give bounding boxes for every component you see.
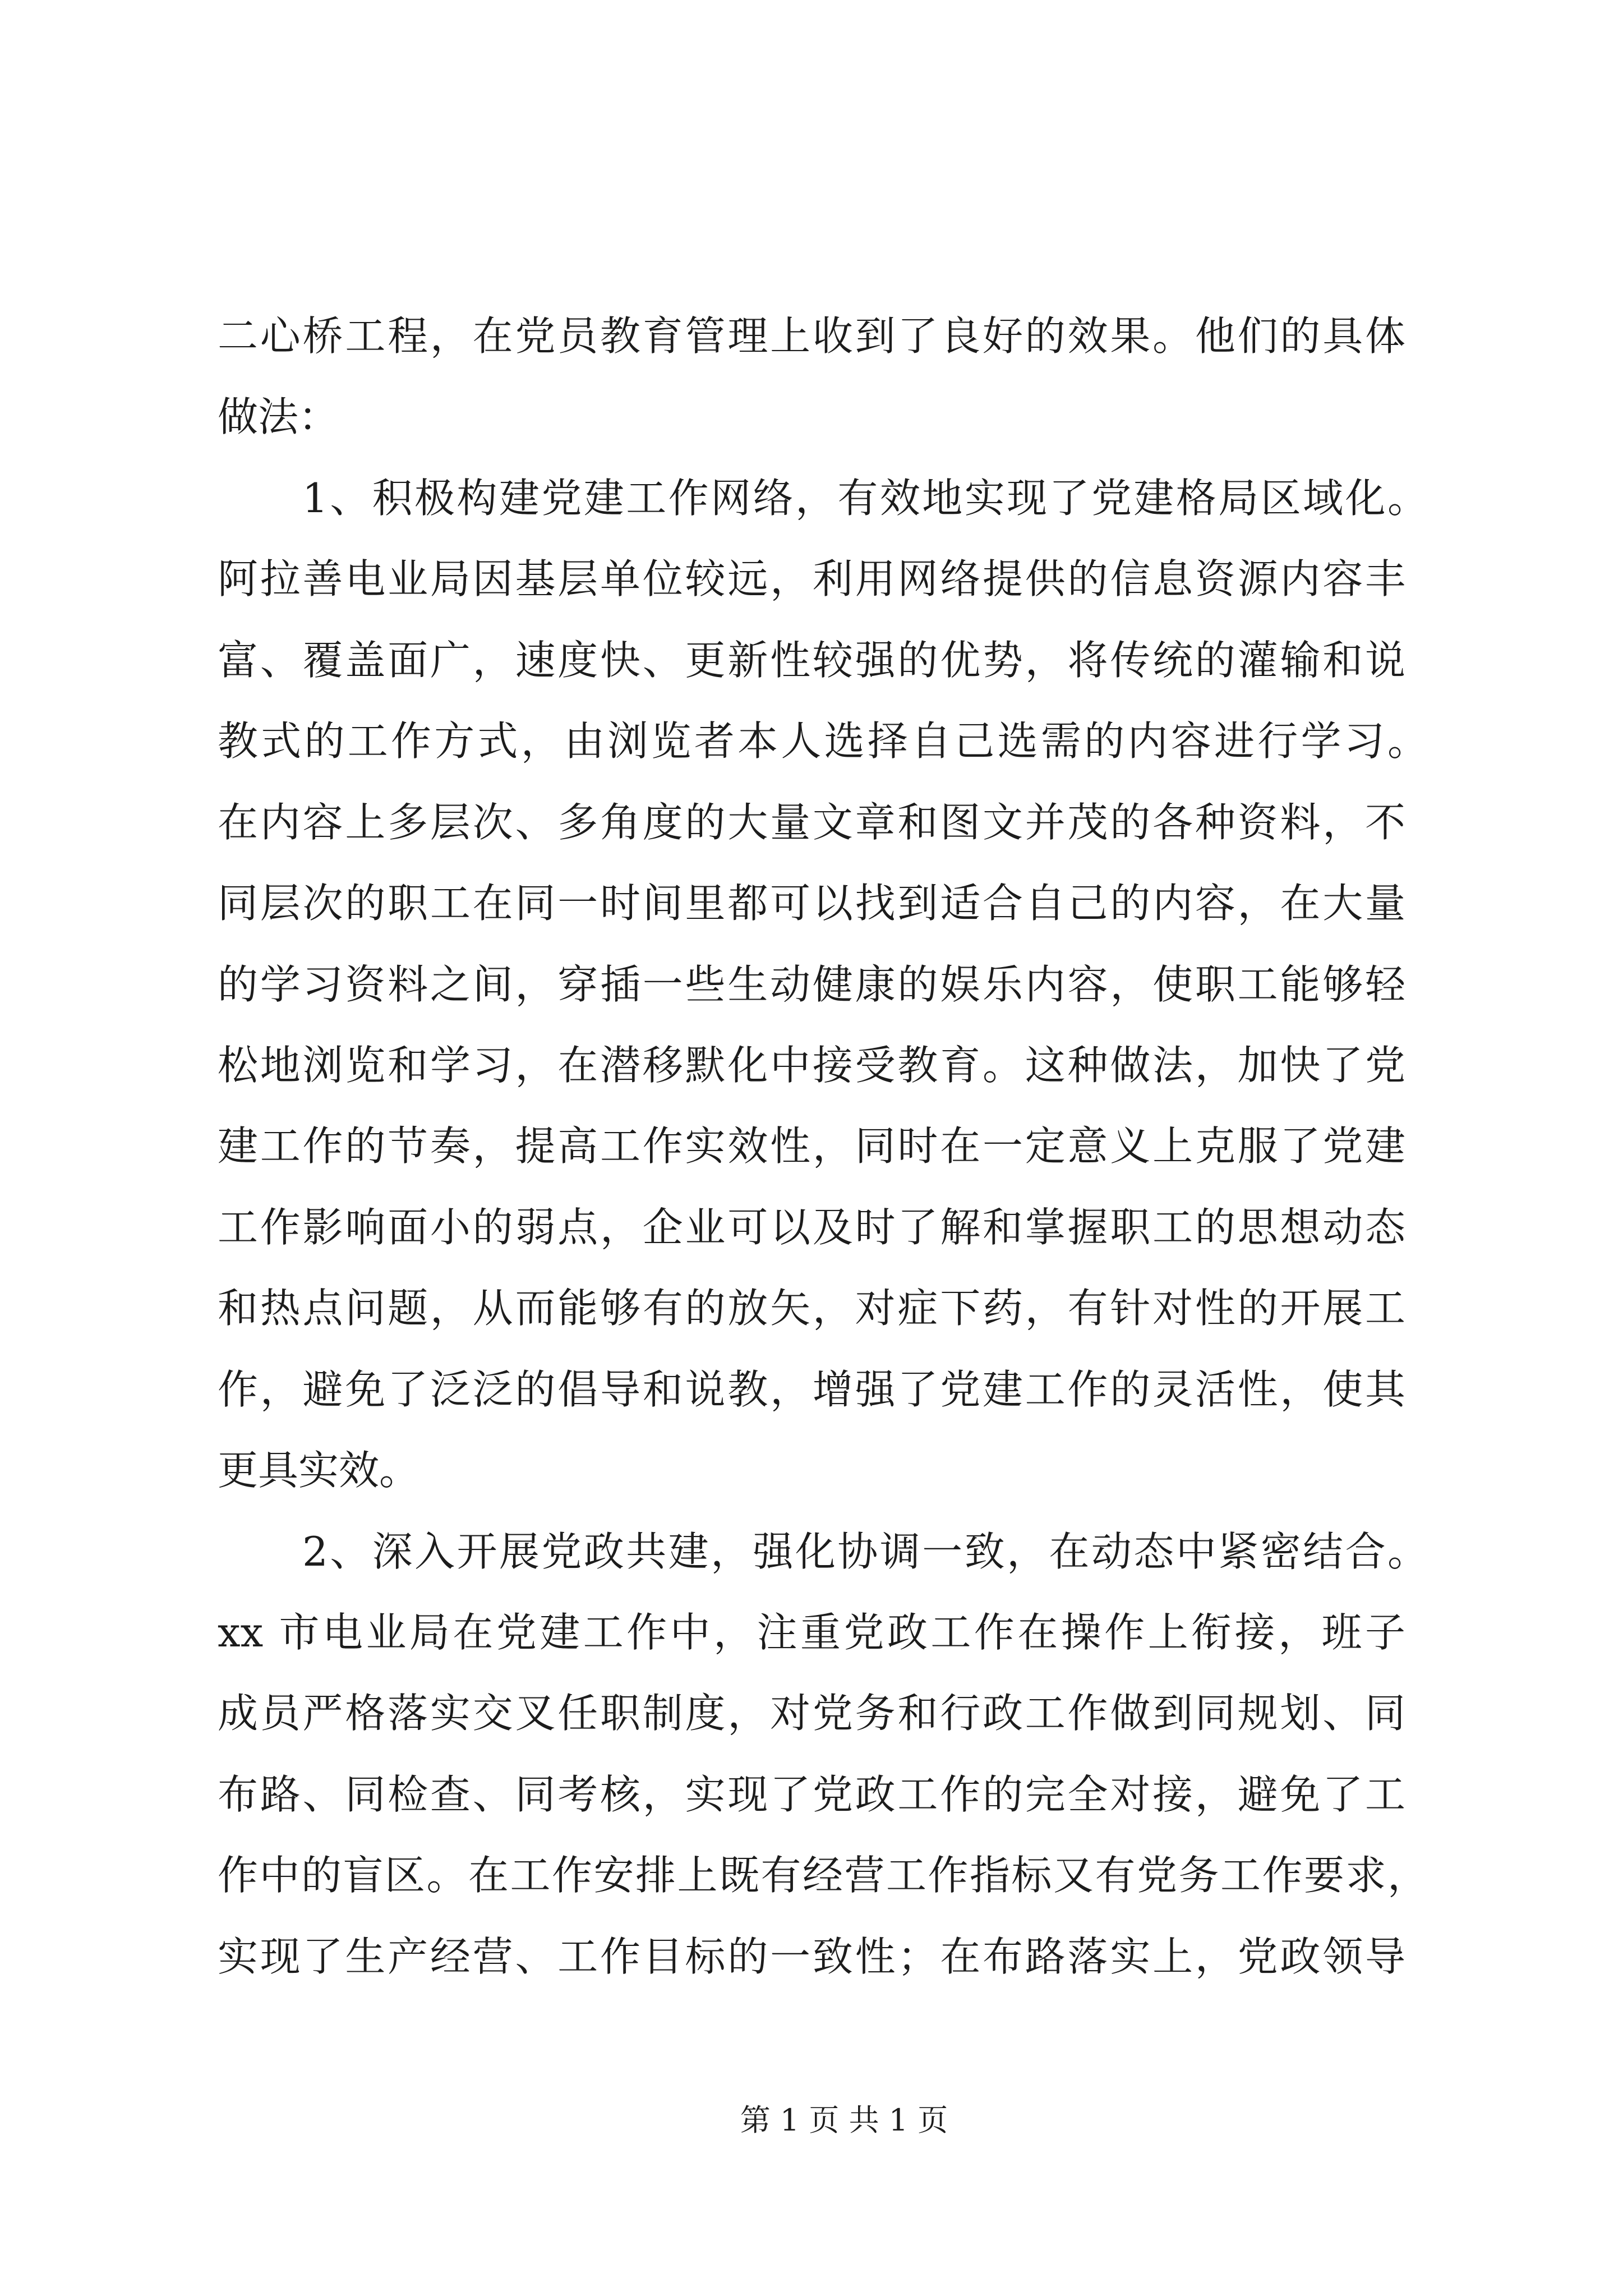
paragraph-heading-2: 2、深入开展党政共建，强化协调一致，在动态中紧密结合。 <box>302 1527 1428 1575</box>
body-line: 同层次的职工在同一时间里都可以找到适合自己的内容，在大量 <box>218 880 1405 927</box>
body-line: 作中的盲区。在工作安排上既有经营工作指标又有党务工作要求， <box>218 1852 1428 1899</box>
body-line: 做法： <box>218 393 339 441</box>
body-line: 阿拉善电业局因基层单位较远，利用网络提供的信息资源内容丰 <box>218 555 1405 603</box>
body-line: 的学习资料之间，穿插一些生动健康的娱乐内容，使职工能够轻 <box>218 960 1405 1008</box>
body-line: 和热点问题，从而能够有的放矢，对症下药，有针对性的开展工 <box>218 1285 1405 1332</box>
body-line: 松地浏览和学习，在潜移默化中接受教育。这种做法，加快了党 <box>218 1041 1405 1089</box>
body-line: 更具实效。 <box>218 1447 420 1494</box>
paragraph-heading-1: 1、积极构建党建工作网络，有效地实现了党建格局区域化。 <box>302 474 1428 522</box>
body-line: 建工作的节奏，提高工作实效性，同时在一定意义上克服了党建 <box>218 1122 1405 1170</box>
body-line: 实现了生产经营、工作目标的一致性；在布路落实上，党政领导 <box>218 1932 1405 1980</box>
page-footer: 第 1 页 共 1 页 <box>740 2102 948 2138</box>
body-line: 成员严格落实交叉任职制度，对党务和行政工作做到同规划、同 <box>218 1690 1405 1737</box>
body-line: 布路、同检查、同考核，实现了党政工作的完全对接，避免了工 <box>218 1770 1405 1818</box>
body-line: 工作影响面小的弱点，企业可以及时了解和掌握职工的思想动态 <box>218 1203 1405 1251</box>
body-line: 在内容上多层次、多角度的大量文章和图文并茂的各种资料，不 <box>218 798 1405 846</box>
body-line: 教式的工作方式，由浏览者本人选择自己选需的内容进行学习。 <box>218 717 1428 765</box>
body-line: 二心桥工程，在党员教育管理上收到了良好的效果。他们的具体 <box>218 312 1405 360</box>
body-line: 富、覆盖面广，速度快、更新性较强的优势，将传统的灌输和说 <box>218 636 1405 684</box>
body-line: 作，避免了泛泛的倡导和说教，增强了党建工作的灵活性，使其 <box>218 1365 1405 1413</box>
body-line: xx 市电业局在党建工作中，注重党政工作在操作上衔接，班子 <box>218 1609 1405 1656</box>
document-body <box>218 296 1435 1997</box>
